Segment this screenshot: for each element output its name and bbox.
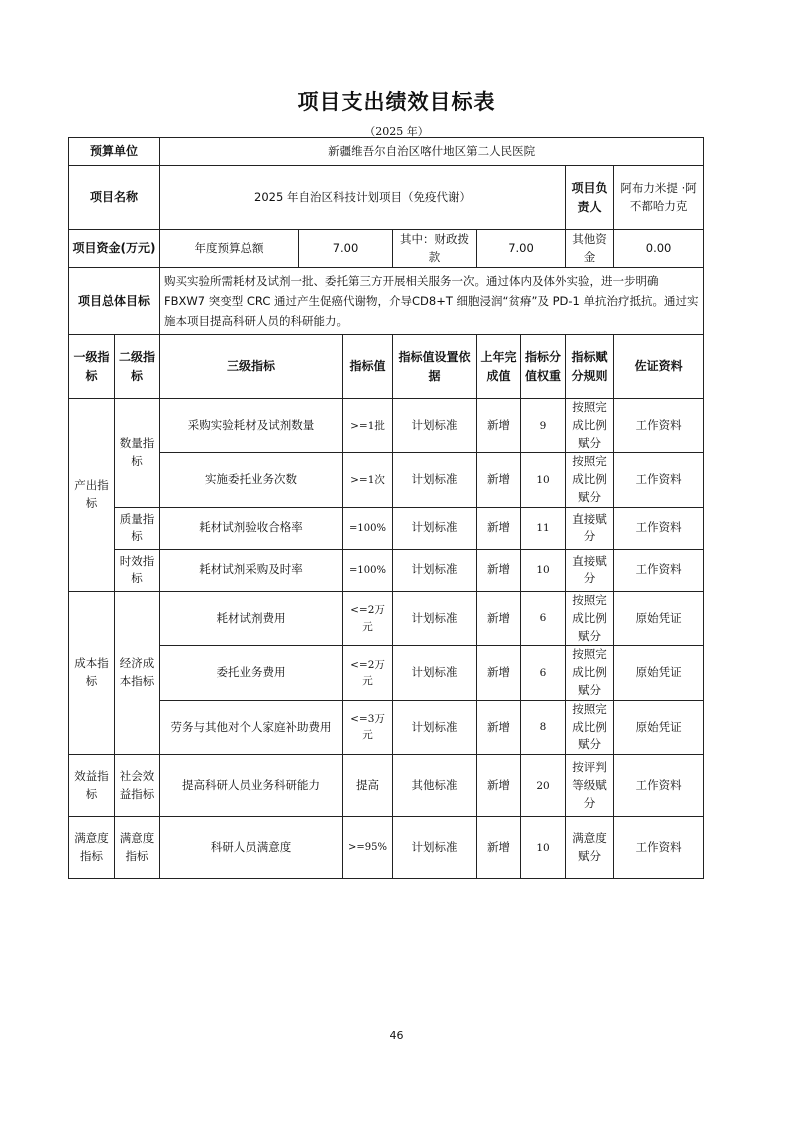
indicator-prev: 新增: [477, 646, 521, 700]
indicator-prev: 新增: [477, 507, 521, 549]
group-economic-cost: 经济成本指标: [115, 591, 160, 754]
annual-budget-value: 7.00: [299, 230, 393, 268]
table-row: [69, 700, 704, 754]
indicator-basis: 计划标准: [393, 399, 477, 453]
indicator-weight: 9: [521, 399, 566, 453]
indicator-basis: 计划标准: [393, 817, 477, 879]
indicator-prev: 新增: [477, 755, 521, 817]
indicator-rule: 直接赋分: [566, 507, 614, 549]
col-basis: 指标值设置依据: [393, 335, 477, 399]
fiscal-funds-value: 7.00: [477, 230, 566, 268]
indicator-value: <=2万元: [343, 591, 393, 645]
indicator-prev: 新增: [477, 817, 521, 879]
indicator-basis: 计划标准: [393, 646, 477, 700]
indicator-weight: 6: [521, 646, 566, 700]
indicator-name: 提高科研人员业务科研能力: [160, 755, 343, 817]
overall-goal-row: [69, 268, 704, 335]
indicator-rule: 按照完成比例赋分: [566, 700, 614, 754]
table-row: [69, 549, 704, 591]
col-rule: 指标赋分规则: [566, 335, 614, 399]
group-satisfaction-sub: 满意度指标: [115, 817, 160, 879]
indicator-name: 耗材试剂验收合格率: [160, 507, 343, 549]
col-prev: 上年完成值: [477, 335, 521, 399]
indicator-basis: 计划标准: [393, 549, 477, 591]
indicator-value: >=1批: [343, 399, 393, 453]
budget-unit-row: [69, 138, 704, 166]
indicator-value: <=3万元: [343, 700, 393, 754]
indicator-name: 委托业务费用: [160, 646, 343, 700]
group-quality: 质量指标: [115, 507, 160, 549]
indicator-weight: 10: [521, 453, 566, 507]
project-name-row: [69, 166, 704, 230]
year-label: （2025 年）: [364, 125, 429, 138]
table-row: [69, 817, 704, 879]
indicator-rule: 按照完成比例赋分: [566, 591, 614, 645]
indicator-prev: 新增: [477, 549, 521, 591]
indicator-value: >=95%: [343, 817, 393, 879]
indicator-weight: 10: [521, 549, 566, 591]
table-row: [69, 646, 704, 700]
indicator-rule: 直接赋分: [566, 549, 614, 591]
fiscal-funds-label: 其中：财政拨款: [393, 230, 477, 268]
col-weight: 指标分值权重: [521, 335, 566, 399]
indicator-evidence: 原始凭证: [614, 591, 704, 645]
indicator-evidence: 原始凭证: [614, 700, 704, 754]
indicator-weight: 11: [521, 507, 566, 549]
page-number: 46: [389, 1029, 404, 1042]
indicator-prev: 新增: [477, 700, 521, 754]
indicator-rule: 按照完成比例赋分: [566, 453, 614, 507]
group-benefit: 效益指标: [69, 755, 115, 817]
indicator-rule: 满意度赋分: [566, 817, 614, 879]
indicator-evidence: 工作资料: [614, 549, 704, 591]
indicator-name: 实施委托业务次数: [160, 453, 343, 507]
overall-goal-text: 购买实验所需耗材及试剂一批、委托第三方开展相关服务一次。通过体内及体外实验，进一步明确 FBXW7 突变型 CRC 通过产生促癌代谢物，介导CD8+T 细胞浸润“贫瘠”及 PD-1 单抗治疗抵抗。通过实施本项目提高科研人员的科研能力。: [160, 268, 704, 335]
indicator-basis: 计划标准: [393, 453, 477, 507]
project-leader-label: 项目负责人: [566, 166, 614, 230]
indicator-weight: 6: [521, 591, 566, 645]
indicator-weight: 20: [521, 755, 566, 817]
annual-budget-label: 年度预算总额: [160, 230, 299, 268]
indicator-prev: 新增: [477, 453, 521, 507]
col-level2: 二级指标: [115, 335, 160, 399]
indicator-value: >=1次: [343, 453, 393, 507]
page-title: 项目支出绩效目标表: [297, 90, 496, 114]
project-leader-value: 阿布力米提 ·阿不都哈力克: [614, 166, 704, 230]
group-quantity: 数量指标: [115, 399, 160, 508]
indicator-name: 劳务与其他对个人家庭补助费用: [160, 700, 343, 754]
table-row: [69, 453, 704, 507]
indicator-evidence: 工作资料: [614, 755, 704, 817]
indicator-basis: 其他标准: [393, 755, 477, 817]
indicator-evidence: 工作资料: [614, 453, 704, 507]
table-row: [69, 507, 704, 549]
group-social-benefit: 社会效益指标: [115, 755, 160, 817]
indicator-value: =100%: [343, 507, 393, 549]
col-level1: 一级指标: [69, 335, 115, 399]
group-cost: 成本指标: [69, 591, 115, 754]
indicator-rule: 按照完成比例赋分: [566, 646, 614, 700]
indicator-weight: 10: [521, 817, 566, 879]
indicator-name: 耗材试剂采购及时率: [160, 549, 343, 591]
indicator-value: =100%: [343, 549, 393, 591]
group-output: 产出指标: [69, 399, 115, 592]
project-fund-row: [69, 230, 704, 268]
indicator-name: 耗材试剂费用: [160, 591, 343, 645]
other-funds-label: 其他资金: [566, 230, 614, 268]
indicator-basis: 计划标准: [393, 591, 477, 645]
indicator-prev: 新增: [477, 591, 521, 645]
project-fund-label: 项目资金(万元): [69, 230, 160, 268]
indicator-value: <=2万元: [343, 646, 393, 700]
indicator-evidence: 原始凭证: [614, 646, 704, 700]
indicator-basis: 计划标准: [393, 507, 477, 549]
col-evidence: 佐证资料: [614, 335, 704, 399]
group-timeliness: 时效指标: [115, 549, 160, 591]
budget-unit-label: 预算单位: [69, 138, 160, 166]
indicator-evidence: 工作资料: [614, 399, 704, 453]
indicator-name: 科研人员满意度: [160, 817, 343, 879]
table-row: [69, 755, 704, 817]
project-name-value: 2025 年自治区科技计划项目（免疫代谢）: [160, 166, 566, 230]
indicator-name: 采购实验耗材及试剂数量: [160, 399, 343, 453]
col-level3: 三级指标: [160, 335, 343, 399]
indicator-prev: 新增: [477, 399, 521, 453]
indicator-basis: 计划标准: [393, 700, 477, 754]
indicator-evidence: 工作资料: [614, 507, 704, 549]
indicator-rule: 按照完成比例赋分: [566, 399, 614, 453]
group-satisfaction: 满意度指标: [69, 817, 115, 879]
other-funds-value: 0.00: [614, 230, 704, 268]
table-row: [69, 399, 704, 453]
indicator-value: 提高: [343, 755, 393, 817]
overall-goal-label: 项目总体目标: [69, 268, 160, 335]
budget-unit-value: 新疆维吾尔自治区喀什地区第二人民医院: [160, 138, 704, 166]
table-row: [69, 591, 704, 645]
performance-target-table: [68, 137, 704, 879]
indicator-weight: 8: [521, 700, 566, 754]
indicator-header-row: [69, 335, 704, 399]
indicator-evidence: 工作资料: [614, 817, 704, 879]
col-value: 指标值: [343, 335, 393, 399]
project-name-label: 项目名称: [69, 166, 160, 230]
indicator-rule: 按评判等级赋分: [566, 755, 614, 817]
